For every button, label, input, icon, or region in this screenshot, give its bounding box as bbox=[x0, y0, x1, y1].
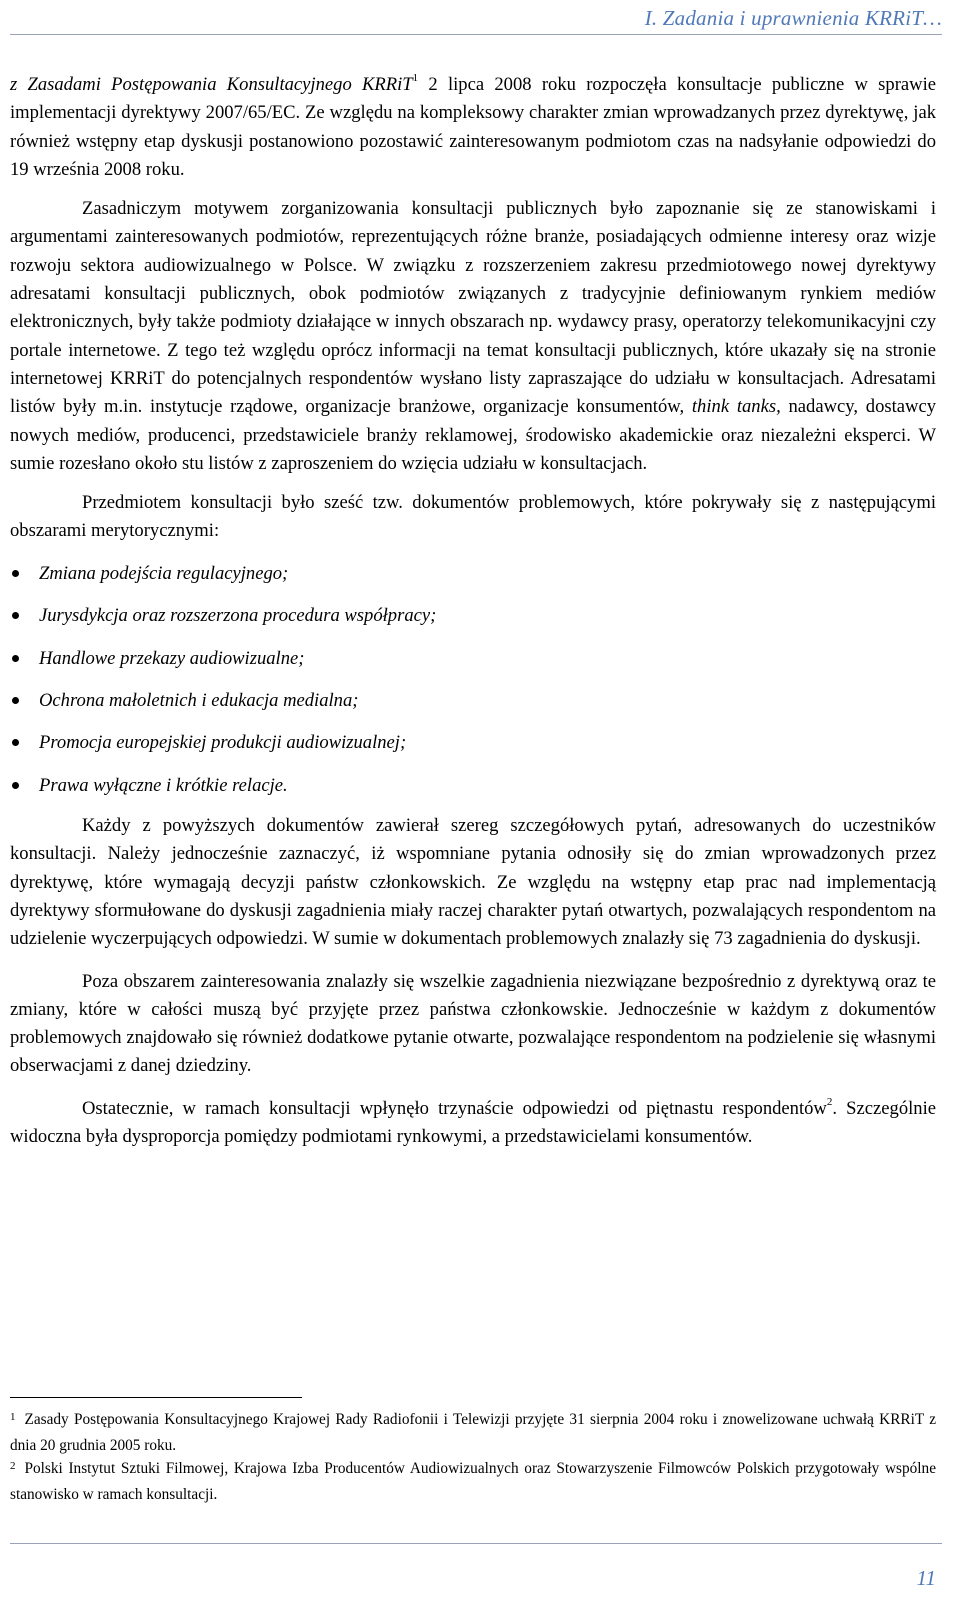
bullet-icon bbox=[12, 782, 19, 789]
running-header bbox=[10, 4, 942, 35]
footnote-separator bbox=[10, 1397, 302, 1398]
page-number: 11 bbox=[916, 1566, 936, 1590]
paragraph-3: Przedmiotem konsultacji było sześć tzw. dokumentów problemowych, które pokrywały się z następującymi obszarami merytorycznymi: bbox=[10, 492, 936, 542]
bullet-icon bbox=[12, 612, 19, 619]
list-item bbox=[10, 772, 936, 814]
paragraph-2-text-b: nadawcy, dostawcy nowych mediów, producenci, przedstawiciele branży reklamowej, środowisko akademickie oraz niezależni eksperci. W sumie rozesłano około stu listów z zaproszeniem do wzięcia udziału w konsultacjach. bbox=[10, 396, 937, 474]
paragraph-6-text-b: . Szczególnie widoczna była dysproporcja pomiędzy podmiotami rynkowymi, a przedstawicielami konsumentów. bbox=[10, 1097, 936, 1148]
paragraph-6 bbox=[10, 1095, 936, 1152]
list-item bbox=[10, 602, 936, 644]
list-item-label: Promocja europejskiej produkcji audiowizualnej; bbox=[39, 732, 407, 754]
footnote-1 bbox=[10, 1408, 936, 1457]
bullet-icon bbox=[12, 739, 19, 746]
list-item-label: Ochrona małoletnich i edukacja medialna; bbox=[39, 689, 359, 711]
paragraph-6-text-a: Ostatecznie, w ramach konsultacji wpłynęło trzynaście odpowiedzi od piętnastu respondentów bbox=[82, 1097, 827, 1119]
footnote-mark: 2 bbox=[10, 1460, 16, 1472]
bullet-icon bbox=[12, 655, 19, 662]
bullet-icon bbox=[12, 697, 19, 704]
intro-italic: z Zasadami Postępowania Konsultacyjnego KRRiT bbox=[10, 74, 413, 95]
paragraph-5: Poza obszarem zainteresowania znalazły się wszelkie zagadnienia niezwiązane bezpośrednio z dyrektywą oraz te zmiany, które w całości muszą być przyjęte przez państwa członkowskie. Jednocześnie w każdym z dokumentów problemowych znajdowało się również dodatkowe pytanie otwarte, pozwalające respondentom na podzielenie się własnymi obserwacjami z danej dziedziny. bbox=[10, 970, 936, 1077]
footnote-text: Polski Instytut Sztuki Filmowej, Krajowa Izba Producentów Audiowizualnych oraz Stowarzyszenie Filmowców Polskich przygotowały wspólne stanowisko w ramach konsultacji. bbox=[10, 1460, 936, 1503]
list-item-label: Zmiana podejścia regulacyjnego; bbox=[39, 562, 289, 584]
list-item bbox=[10, 729, 936, 771]
footnote-ref-1[interactable]: 1 bbox=[412, 71, 419, 84]
list-item bbox=[10, 560, 936, 602]
paragraph-1-text: 2 lipca 2008 roku rozpoczęła konsultacje publiczne w sprawie implementacji dyrektywy 2007/65/EC. Ze względu na kompleksowy charakter zmian wprowadzanych przez dyrektywę, jak również wstępny etap dyskusji postanowiono pozostawić zainteresowanym podmiotom czas na nadsyłanie odpowiedzi do 19 września 2008 roku. bbox=[10, 74, 936, 180]
main-text bbox=[10, 71, 936, 1151]
paragraph-1 bbox=[10, 71, 936, 184]
footer-rule bbox=[10, 1543, 942, 1544]
topic-list bbox=[10, 560, 936, 814]
footnote-ref-2[interactable]: 2 bbox=[826, 1095, 833, 1108]
footnote-2 bbox=[10, 1457, 936, 1506]
footnote-mark: 1 bbox=[10, 1411, 16, 1423]
footnotes bbox=[10, 1408, 936, 1506]
paragraph-4: Każdy z powyższych dokumentów zawierał szereg szczegółowych pytań, adresowanych do uczestników konsultacji. Należy jednocześnie zaznaczyć, iż wspomniane pytania odnosiły się do zmian wprowadzonych przez dyrektywę, które wymagają decyzji państw członkowskich. Ze względu na wstępny etap prac nad implementacją dyrektywy sformułowane do dyskusji zagadnienia miały raczej charakter pytań otwartych, pozwalających respondentom na udzielenie wyczerpujących odpowiedzi. W sumie w dokumentach problemowych znalazły się 73 zagadnienia do dyskusji. bbox=[10, 815, 936, 950]
list-item bbox=[10, 687, 936, 729]
footnote-text: Zasady Postępowania Konsultacyjnego Krajowej Rady Radiofonii i Telewizji przyjęte 31 sierpnia 2004 roku i znowelizowane uchwałą KRRiT z dnia 20 grudnia 2005 roku. bbox=[10, 1411, 936, 1454]
bullet-icon bbox=[12, 570, 19, 577]
paragraph-2 bbox=[10, 195, 936, 478]
list-item-label: Jurysdykcja oraz rozszerzona procedura współpracy; bbox=[39, 605, 437, 627]
list-item bbox=[10, 645, 936, 687]
think-tanks-italic: think tanks, bbox=[691, 396, 781, 418]
paragraph-2-text-a: Zasadniczym motywem zorganizowania konsultacji publicznych było zapoznanie się ze stanowiskami i argumentami zainteresowanych podmiotów, reprezentujących różne branże, posiadających odmienne interesy oraz wizje rozwoju sektora audiowizualnego w Polsce. W związku z rozszerzeniem zakresu przedmiotowego nowej dyrektywy adresatami konsultacji publicznych, obok podmiotów związanych z tradycyjnie definiowanym rynkiem mediów elektronicznych, były także podmioty działające w innych obszarach np. wydawcy prasy, operatorzy telekomunikacyjni czy portale internetowe. Z tego też względu oprócz informacji na temat konsultacji publicznych, które ukazały się na stronie internetowej KRRiT do potencjalnych respondentów wysłano listy zapraszające do udziału w konsultacjach. Adresatami listów były m.in. instytucje rządowe, organizacje branżowe, organizacje konsumentów, bbox=[10, 198, 936, 418]
list-item-label: Handlowe przekazy audiowizualne; bbox=[39, 647, 305, 669]
chapter-title: I. Zadania i uprawnienia KRRiT… bbox=[644, 6, 942, 30]
list-item-label: Prawa wyłączne i krótkie relacje. bbox=[39, 774, 288, 796]
